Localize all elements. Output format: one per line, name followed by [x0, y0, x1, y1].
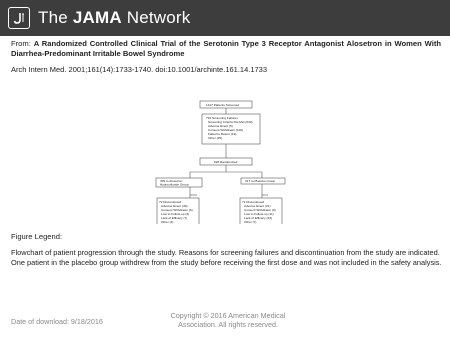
screened-label: 1417 Patients Screened	[206, 103, 240, 108]
copyright-notice	[143, 311, 313, 329]
flowchart-figure	[140, 98, 312, 224]
alosetron-disc-line-6: Other (4)	[161, 220, 174, 224]
placebo-disc-line-1: 71 Discontinued	[242, 200, 265, 204]
header-bar	[0, 0, 450, 36]
alosetron-group-line-1: 309 to Alosetron	[160, 179, 183, 183]
alosetron-disc-line-5: Lack of Efficacy (7)	[161, 216, 188, 220]
brand-title: The JAMA Network	[38, 8, 191, 27]
placebo-disc-line-6: Other (7)	[244, 220, 257, 224]
copyright-line-2: Association. All rights reserved.	[178, 320, 278, 329]
alosetron-disc-line-4: Lost to Follow-up (6)	[161, 212, 190, 216]
jama-logo-icon	[8, 7, 30, 29]
placebo-disc-line-3: Consent Withdrawn (9)	[244, 208, 276, 212]
placebo-disc-line-5: Lack of Efficacy (23)	[244, 216, 272, 220]
alosetron-disc-line-2: Adverse Event (49)	[161, 204, 188, 208]
placebo-disc-line-4: Lost to Follow-up (11)	[244, 212, 274, 216]
figure-legend-title: Figure Legend:	[11, 232, 63, 241]
article-title[interactable]	[11, 39, 441, 59]
failures-line-5: Failed to Return (19)	[208, 132, 237, 136]
placebo-disc-line-2: Adverse Event (21)	[244, 204, 271, 208]
randomized-label: 626 Randomized	[214, 160, 238, 165]
article-citation: Arch Intern Med. 2001;161(14):1733-1740. doi:10.1001/archinte.161.14.1733	[11, 65, 268, 74]
article-title-text[interactable]: A Randomized Controlled Clinical Trial of the Serotonin Type 3 Receptor Antagonist Alosetron in Women With Diarrhea-Predominant Irritable Bowel Syndrome	[11, 39, 441, 58]
alosetron-disc-line-3: Consent Withdrawn (6)	[161, 208, 193, 212]
placebo-group-label: 317 to Placebo Group	[245, 179, 276, 184]
failures-line-6: Other (25)	[208, 136, 223, 140]
figure-legend-text: Flowchart of patient progression through the study. Reasons for screening failures and discontinuation from the study are indicated. One patient in the placebo group withdrew from the study before receiving the first dose and was not included in the safety analysis.	[11, 248, 442, 267]
failures-line-4: Consent Withdrawn (102)	[208, 128, 244, 132]
from-label: From:	[11, 39, 34, 48]
copyright-line-1: Copyright © 2016 American Medical	[170, 311, 286, 320]
failures-line-1: 791 Screening Failures	[206, 116, 238, 120]
alosetron-disc-line-1: 72 Discontinued	[159, 200, 182, 204]
alosetron-group-line-2: Hydrochloride Group	[160, 182, 189, 187]
failures-line-3: Adverse Event (5)	[208, 124, 233, 128]
download-date: Date of download: 9/18/2016	[11, 317, 103, 326]
failures-line-2: Screening Criteria Not Met (640)	[208, 120, 253, 124]
